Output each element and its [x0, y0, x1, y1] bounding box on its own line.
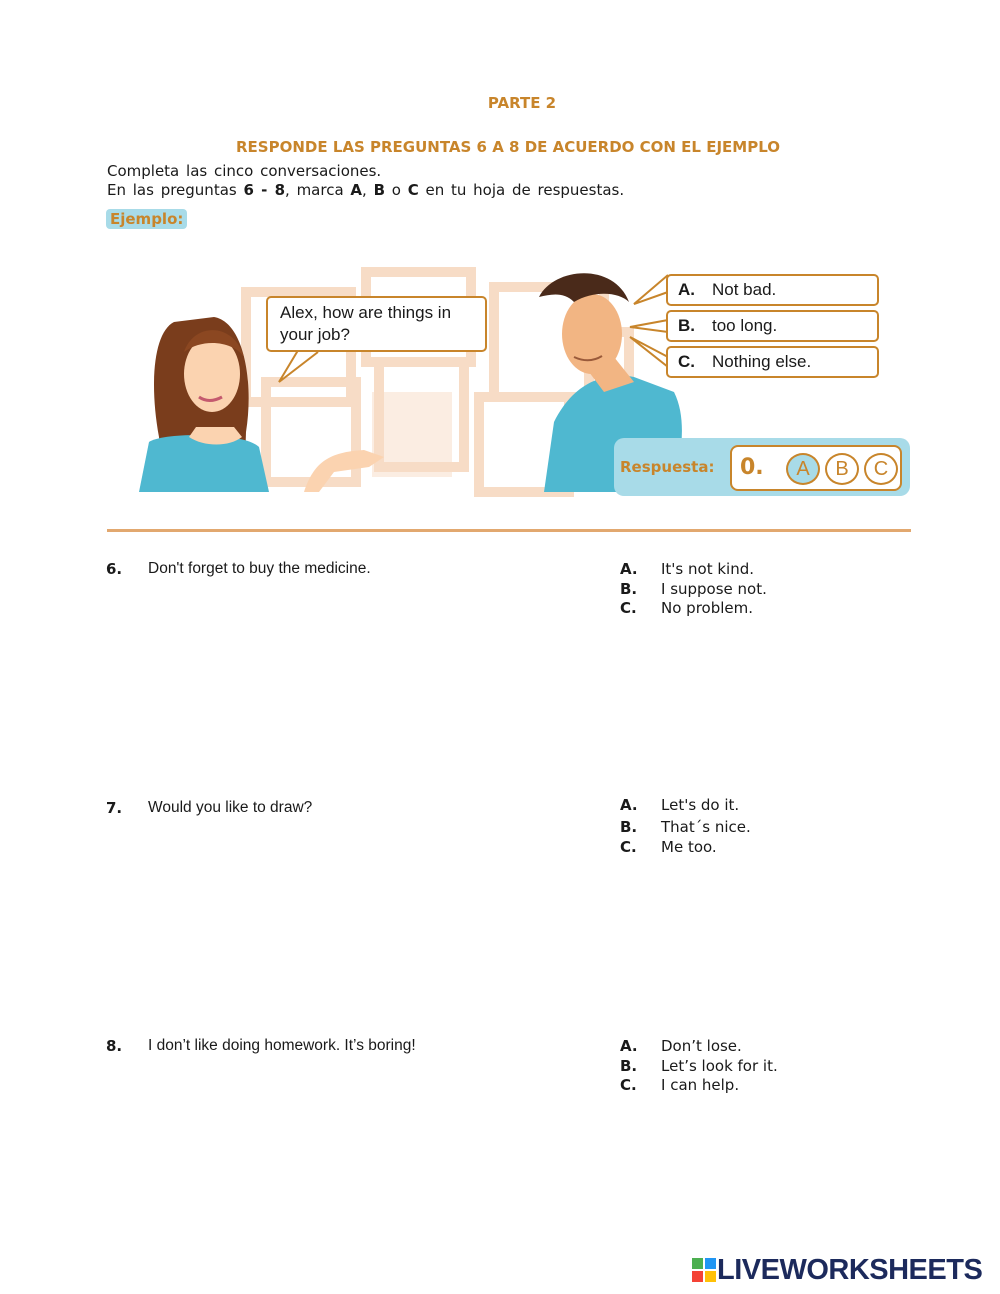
- question-7-number: 7.: [106, 799, 123, 817]
- liveworksheets-logo-text: LIVEWORKSHEETS: [717, 1254, 983, 1286]
- question-6-text: Don't forget to buy the medicine.: [148, 560, 371, 577]
- example-option-a: A. Not bad.: [666, 274, 879, 306]
- question-8-option-b[interactable]: B. Let’s look for it.: [620, 1056, 778, 1075]
- answer-choice-a-selected[interactable]: A: [786, 453, 820, 485]
- question-6-number: 6.: [106, 560, 123, 578]
- question-7-option-c[interactable]: C. Me too.: [620, 837, 717, 856]
- question-8-text: I don’t like doing homework. It’s boring!: [148, 1037, 416, 1054]
- example-label: Ejemplo:: [106, 209, 187, 229]
- answer-box: [614, 438, 910, 496]
- answer-choice-b[interactable]: B: [825, 453, 859, 485]
- question-8-option-c[interactable]: C. I can help.: [620, 1076, 740, 1094]
- question-6-option-c[interactable]: C. No problem.: [620, 599, 753, 617]
- question-8-options: [620, 1037, 778, 1096]
- question-7-option-b[interactable]: B. That´s nice.: [620, 818, 751, 836]
- liveworksheets-logo-icon: [692, 1258, 716, 1282]
- answer-panel: [730, 445, 902, 491]
- question-7-text: Would you like to draw?: [148, 799, 313, 816]
- example-option-c: C. Nothing else.: [666, 346, 879, 378]
- part-title: PARTE 2: [487, 94, 557, 112]
- speech-bubble: Alex, how are things in your job?: [266, 296, 487, 352]
- instruction-line-1: Completa las cinco conversaciones.: [107, 162, 382, 180]
- section-divider: [107, 529, 911, 532]
- question-6-option-a[interactable]: A. It's not kind.: [620, 560, 754, 578]
- question-7-option-a[interactable]: A. Let's do it.: [620, 796, 740, 814]
- question-6-option-b[interactable]: B. I suppose not.: [620, 579, 767, 598]
- instruction-title: RESPONDE LAS PREGUNTAS 6 A 8 DE ACUERDO CON EL EJEMPLO: [236, 138, 780, 156]
- question-6-options: [620, 560, 767, 619]
- answer-choice-c[interactable]: C: [864, 453, 898, 485]
- instruction-line-2: En las preguntas 6 - 8, marca A, B o C en tu hoja de respuestas.: [107, 181, 625, 199]
- question-8-number: 8.: [106, 1037, 123, 1055]
- answer-label: Respuesta:: [620, 458, 715, 476]
- question-8-option-a[interactable]: A. Don’t lose.: [620, 1037, 742, 1055]
- example-option-b: B. too long.: [666, 310, 879, 342]
- answer-number: 0.: [740, 455, 764, 480]
- question-7-options: [620, 796, 751, 857]
